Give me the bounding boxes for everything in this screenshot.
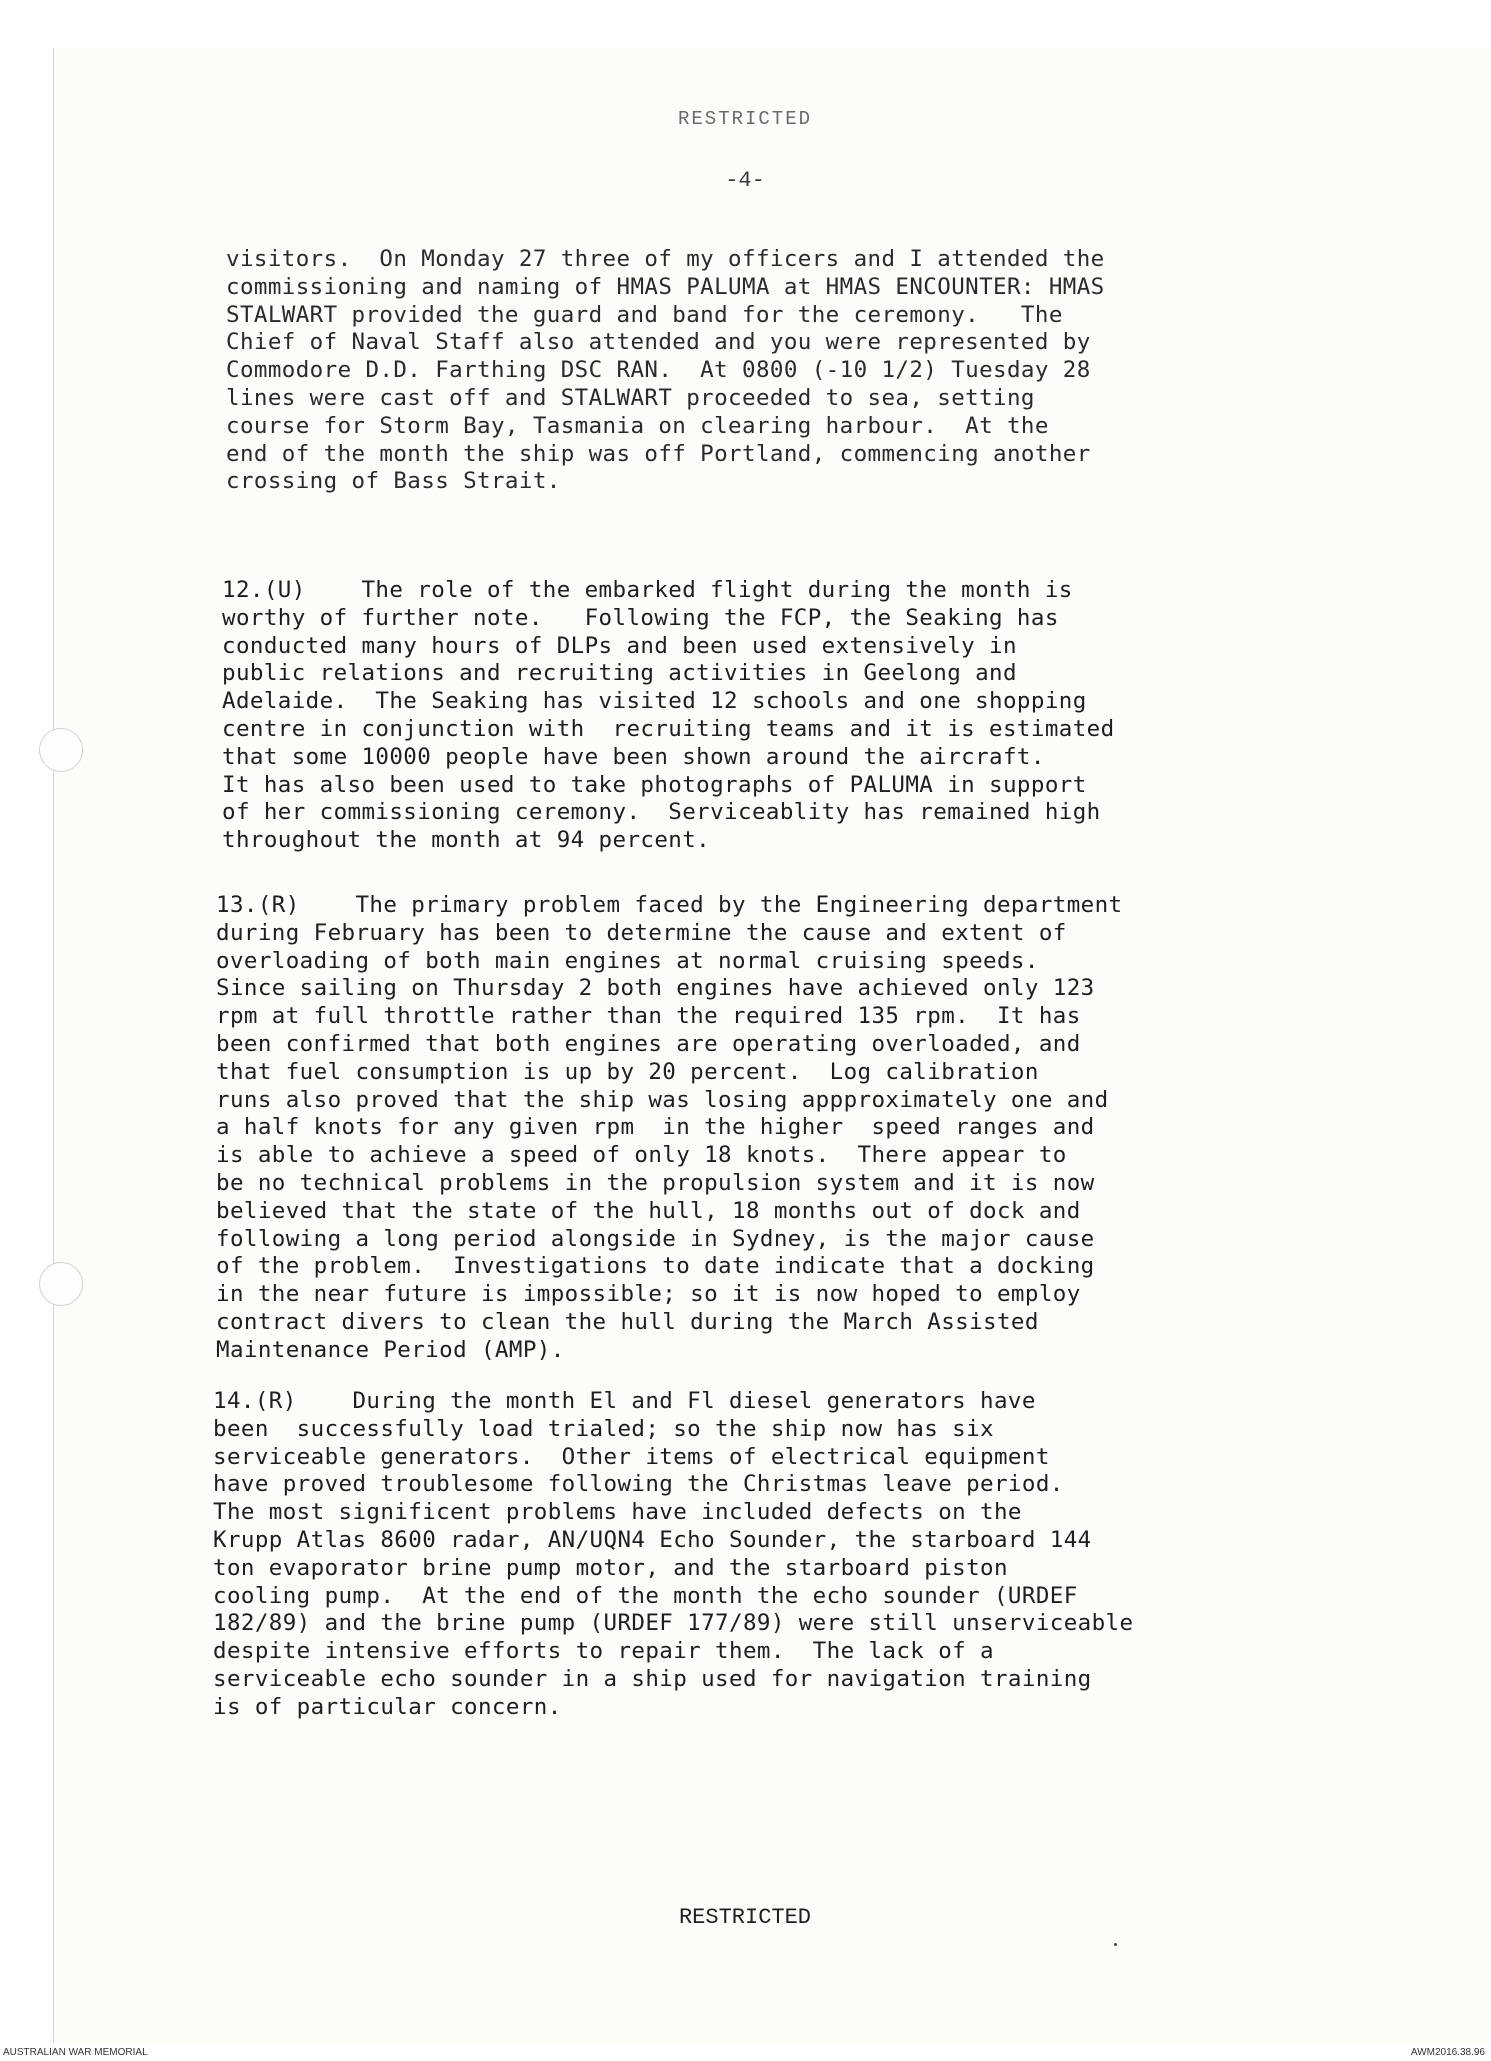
page-number: -4- <box>725 168 765 193</box>
punch-hole <box>39 728 83 772</box>
archive-institution-caption: AUSTRALIAN WAR MEMORIAL <box>3 2047 148 2058</box>
footer-classification: RESTRICTED <box>678 1905 812 1930</box>
archive-item-id: AWM2016.38.96 <box>1410 2047 1485 2058</box>
document-page <box>53 48 1489 2043</box>
ink-dot <box>1114 1943 1117 1946</box>
paragraph-continuation: visitors. On Monday 27 three of my officers and I attended the commissioning and naming of HMAS PALUMA at HMAS ENCOUNTER: HMAS STALWART provided the guard and band for the ceremony. The Chief of Naval Staff also attended and you were represented by Commodore D.D. Farthing DSC RAN. At 0800 (-10 1/2) Tuesday 28 lines were cast off and STALWART proceeded to sea, setting course for Storm Bay, Tasmania on clearing harbour. At the end of the month the ship was off Portland, commencing another crossing of Bass Strait. <box>226 246 1105 495</box>
paragraph-14: 14.(R) During the month El and Fl diesel generators have been successfully load trialed; so the ship now has six serviceable generators. Other items of electrical equipment have proved troublesome following the Christmas leave period. The most significent problems have included defects on the Krupp Atlas 8600 radar, AN/UQN4 Echo Sounder, the starboard 144 ton evaporator brine pump motor, and the starboard piston cooling pump. At the end of the month the echo sounder (URDEF 182/89) and the brine pump (URDEF 177/89) were still unserviceable despite intensive efforts to repair them. The lack of a serviceable echo sounder in a ship used for navigation training is of particular concern. <box>213 1388 1134 1720</box>
punch-hole <box>39 1262 83 1306</box>
archive-caption-strip <box>0 2047 1491 2061</box>
header-classification: RESTRICTED <box>677 108 813 130</box>
paragraph-13: 13.(R) The primary problem faced by the Engineering department during February has been to determine the cause and extent of overloading of both main engines at normal cruising speeds. Since sailing on Thursday 2 both engines have achieved only 123 rpm at full throttle rather than the required 135 rpm. It has been confirmed that both engines are operating overloaded, and that fuel consumption is up by 20 percent. Log calibration runs also proved that the ship was losing appproximately one and a half knots for any given rpm in the higher speed ranges and is able to achieve a speed of only 18 knots. There appear to be no technical problems in the propulsion system and it is now believed that the state of the hull, 18 months out of dock and following a long period alongside in Sydney, is the major cause of the problem. Investigations to date indicate that a docking in the near future is impossible; so it is now hoped to employ contract divers to clean the hull during the March Assisted Maintenance Period (AMP). <box>216 892 1123 1363</box>
paragraph-12: 12.(U) The role of the embarked flight during the month is worthy of further note. Following the FCP, the Seaking has conducted many hours of DLPs and been used extensively in public relations and recruiting activities in Geelong and Adelaide. The Seaking has visited 12 schools and one shopping centre in conjunction with recruiting teams and it is estimated that some 10000 people have been shown around the aircraft. It has also been used to take photographs of PALUMA in support of her commissioning ceremony. Serviceablity has remained high throughout the month at 94 percent. <box>222 577 1115 854</box>
